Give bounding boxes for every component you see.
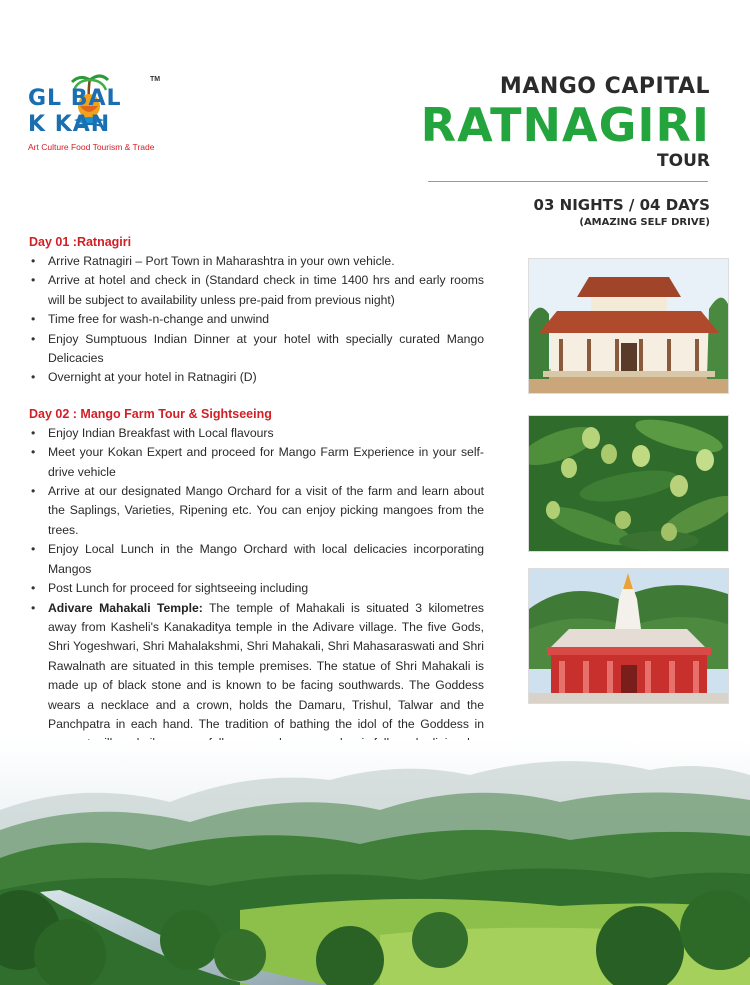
day-1-heading: Day 01 :Ratnagiri (29, 235, 132, 249)
trademark-mark: TM (150, 76, 161, 83)
mahakali-temple-image (529, 569, 728, 703)
list-item: • Arrive at our designated Mango Orchard for a visit of the farm and learn about the Saplings, Varieties, Ripening etc. You can enjoy picking mangoes from the trees. (29, 482, 484, 540)
list-item: • Arrive at hotel and check in (Standard check in time 1400 hrs and early rooms will be subject to availability unless pre-paid from previous night) (29, 271, 484, 310)
mango-tree-photo (528, 415, 729, 552)
landscape-scene (0, 740, 750, 985)
list-item-mahakali (29, 599, 484, 754)
day-2-list (29, 424, 484, 793)
list-item: • Enjoy Local Lunch in the Mango Orchard with local delicacies incorporating Mangos (29, 540, 484, 579)
list-item: • Overnight at your hotel in Ratnagiri (D) (29, 368, 484, 387)
list-item: • Meet your Kokan Expert and proceed for Mango Farm Experience in your self-drive vehicle (29, 443, 484, 482)
duration-block (534, 196, 710, 228)
page-title: RATNAGIRI (420, 98, 710, 152)
brand-logo (28, 72, 178, 158)
duration-note: (AMAZING SELF DRIVE) (579, 217, 710, 228)
logo-wordmark-bottom: K KAN (28, 112, 111, 137)
title-subtitle: MANGO CAPITAL (499, 74, 710, 99)
mahakali-text: The temple of Mahakali is situated 3 kilometres away from Kasheli's Kanakaditya temple in the Adivare village. The five Gods, Shri Yogeshwari, Shri Mahalakshmi, Shri Mahakali, Shri Mahasaraswati and Shri Rawalnath are situated in this temple premises. The statue of Shri Mahakali is made up of black stone and is known to be facing southwards. The Goddess wears a necklace and a crown, holds the Damaru, Trishul, Talwar and the Panchpatra in each hand. The tradition of bathing the idol of the Goddess in (48, 600, 484, 731)
temple-photo (528, 258, 729, 394)
list-item: • Time free for wash-n-change and unwind (29, 310, 484, 329)
list-item: • Enjoy Indian Breakfast with Local flavours (29, 424, 484, 443)
logo-wordmark-top: GL BAL (28, 86, 122, 111)
list-item: • Enjoy Sumptuous Indian Dinner at your hotel with specially curated Mango Delicacies (29, 330, 484, 369)
mahakali-label: Adivare Mahakali Temple: (48, 600, 203, 615)
list-item: • Arrive Ratnagiri – Port Town in Maharashtra in your own vehicle. (29, 252, 484, 271)
mahakali-temple-photo (528, 568, 729, 704)
list-item: • Post Lunch for proceed for sightseeing including (29, 579, 484, 598)
day-1-list (29, 252, 484, 388)
temple-image (529, 259, 728, 393)
logo-tagline: Art Culture Food Tourism & Trade (28, 142, 155, 152)
mango-tree-image (529, 416, 728, 551)
title-block (421, 74, 710, 171)
duration-main: 03 NIGHTS / 04 DAYS (533, 196, 710, 214)
title-divider (428, 181, 708, 182)
title-suffix: TOUR (657, 151, 710, 171)
day-2-heading: Day 02 : Mango Farm Tour & Sightseeing (29, 406, 272, 421)
itinerary (29, 232, 484, 793)
